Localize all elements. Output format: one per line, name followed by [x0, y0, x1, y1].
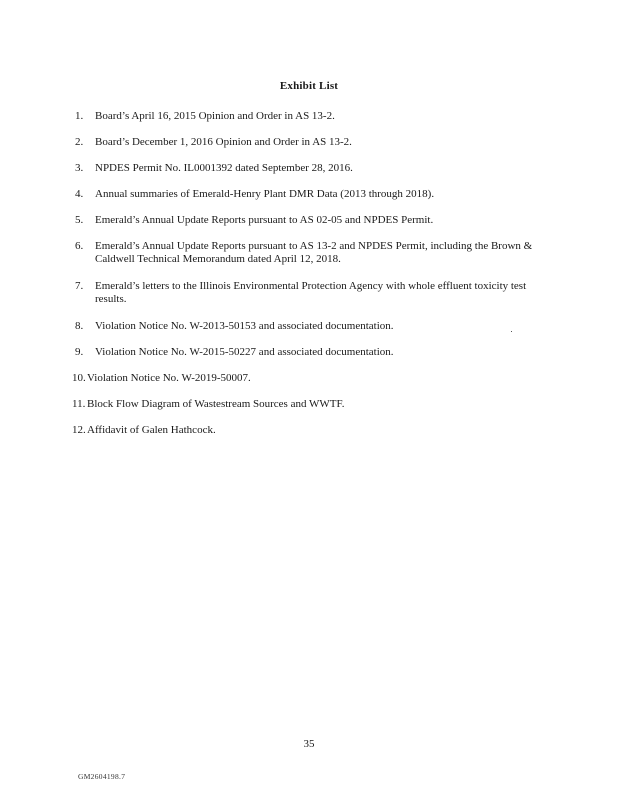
exhibit-number: 11.	[72, 398, 86, 410]
exhibit-item	[75, 110, 545, 123]
exhibit-item	[75, 346, 545, 359]
exhibit-item	[72, 372, 545, 385]
exhibit-item	[75, 214, 545, 227]
exhibit-item	[75, 136, 545, 149]
exhibit-text: Violation Notice No. W-2013-50153 and associated documentation.	[95, 320, 394, 332]
page-number: 35	[303, 738, 315, 750]
exhibit-text: NPDES Permit No. IL0001392 dated September 28, 2016.	[95, 162, 353, 174]
exhibit-item	[75, 320, 545, 333]
exhibit-text: Violation Notice No. W-2015-50227 and associated documentation.	[95, 346, 394, 358]
exhibit-number: 4.	[75, 188, 84, 200]
exhibit-number: 10.	[72, 372, 86, 384]
page-title: Exhibit List	[279, 80, 339, 92]
exhibit-number: 3.	[75, 162, 84, 174]
exhibit-item	[75, 240, 545, 266]
exhibit-number: 7.	[75, 280, 84, 292]
exhibit-number: 9.	[75, 346, 84, 358]
exhibit-number: 5.	[75, 214, 84, 226]
exhibit-text: Block Flow Diagram of Wastestream Sources and WWTF.	[87, 398, 345, 410]
exhibit-number: 6.	[75, 240, 84, 252]
exhibit-item	[75, 162, 545, 175]
exhibit-list	[72, 110, 545, 437]
exhibit-text: Emerald’s Annual Update Reports pursuant to AS 13-2 and NPDES Permit, including the Brown & Caldwell Technical Memorandum dated April 12, 2018.	[95, 240, 533, 265]
exhibit-text: Violation Notice No. W-2019-50007.	[87, 372, 251, 384]
exhibit-number: 8.	[75, 320, 84, 332]
exhibit-text: Annual summaries of Emerald-Henry Plant DMR Data (2013 through 2018).	[95, 188, 435, 200]
exhibit-text: Board’s April 16, 2015 Opinion and Order in AS 13-2.	[95, 110, 335, 122]
exhibit-number: 1.	[75, 110, 84, 122]
exhibit-item	[75, 280, 545, 306]
exhibit-number: 12.	[72, 424, 86, 436]
exhibit-text: Emerald’s letters to the Illinois Environmental Protection Agency with whole effluent toxicity test results.	[95, 280, 527, 305]
exhibit-text: Affidavit of Galen Hathcock.	[87, 424, 216, 436]
exhibit-item	[72, 398, 545, 411]
exhibit-text: Board’s December 1, 2016 Opinion and Order in AS 13-2.	[95, 136, 352, 148]
document-id: GM2604198.7	[78, 772, 126, 781]
scan-speck	[511, 331, 512, 332]
exhibit-item	[72, 424, 545, 437]
exhibit-number: 2.	[75, 136, 84, 148]
exhibit-text: Emerald’s Annual Update Reports pursuant to AS 02-05 and NPDES Permit.	[95, 214, 434, 226]
exhibit-item	[75, 188, 545, 201]
